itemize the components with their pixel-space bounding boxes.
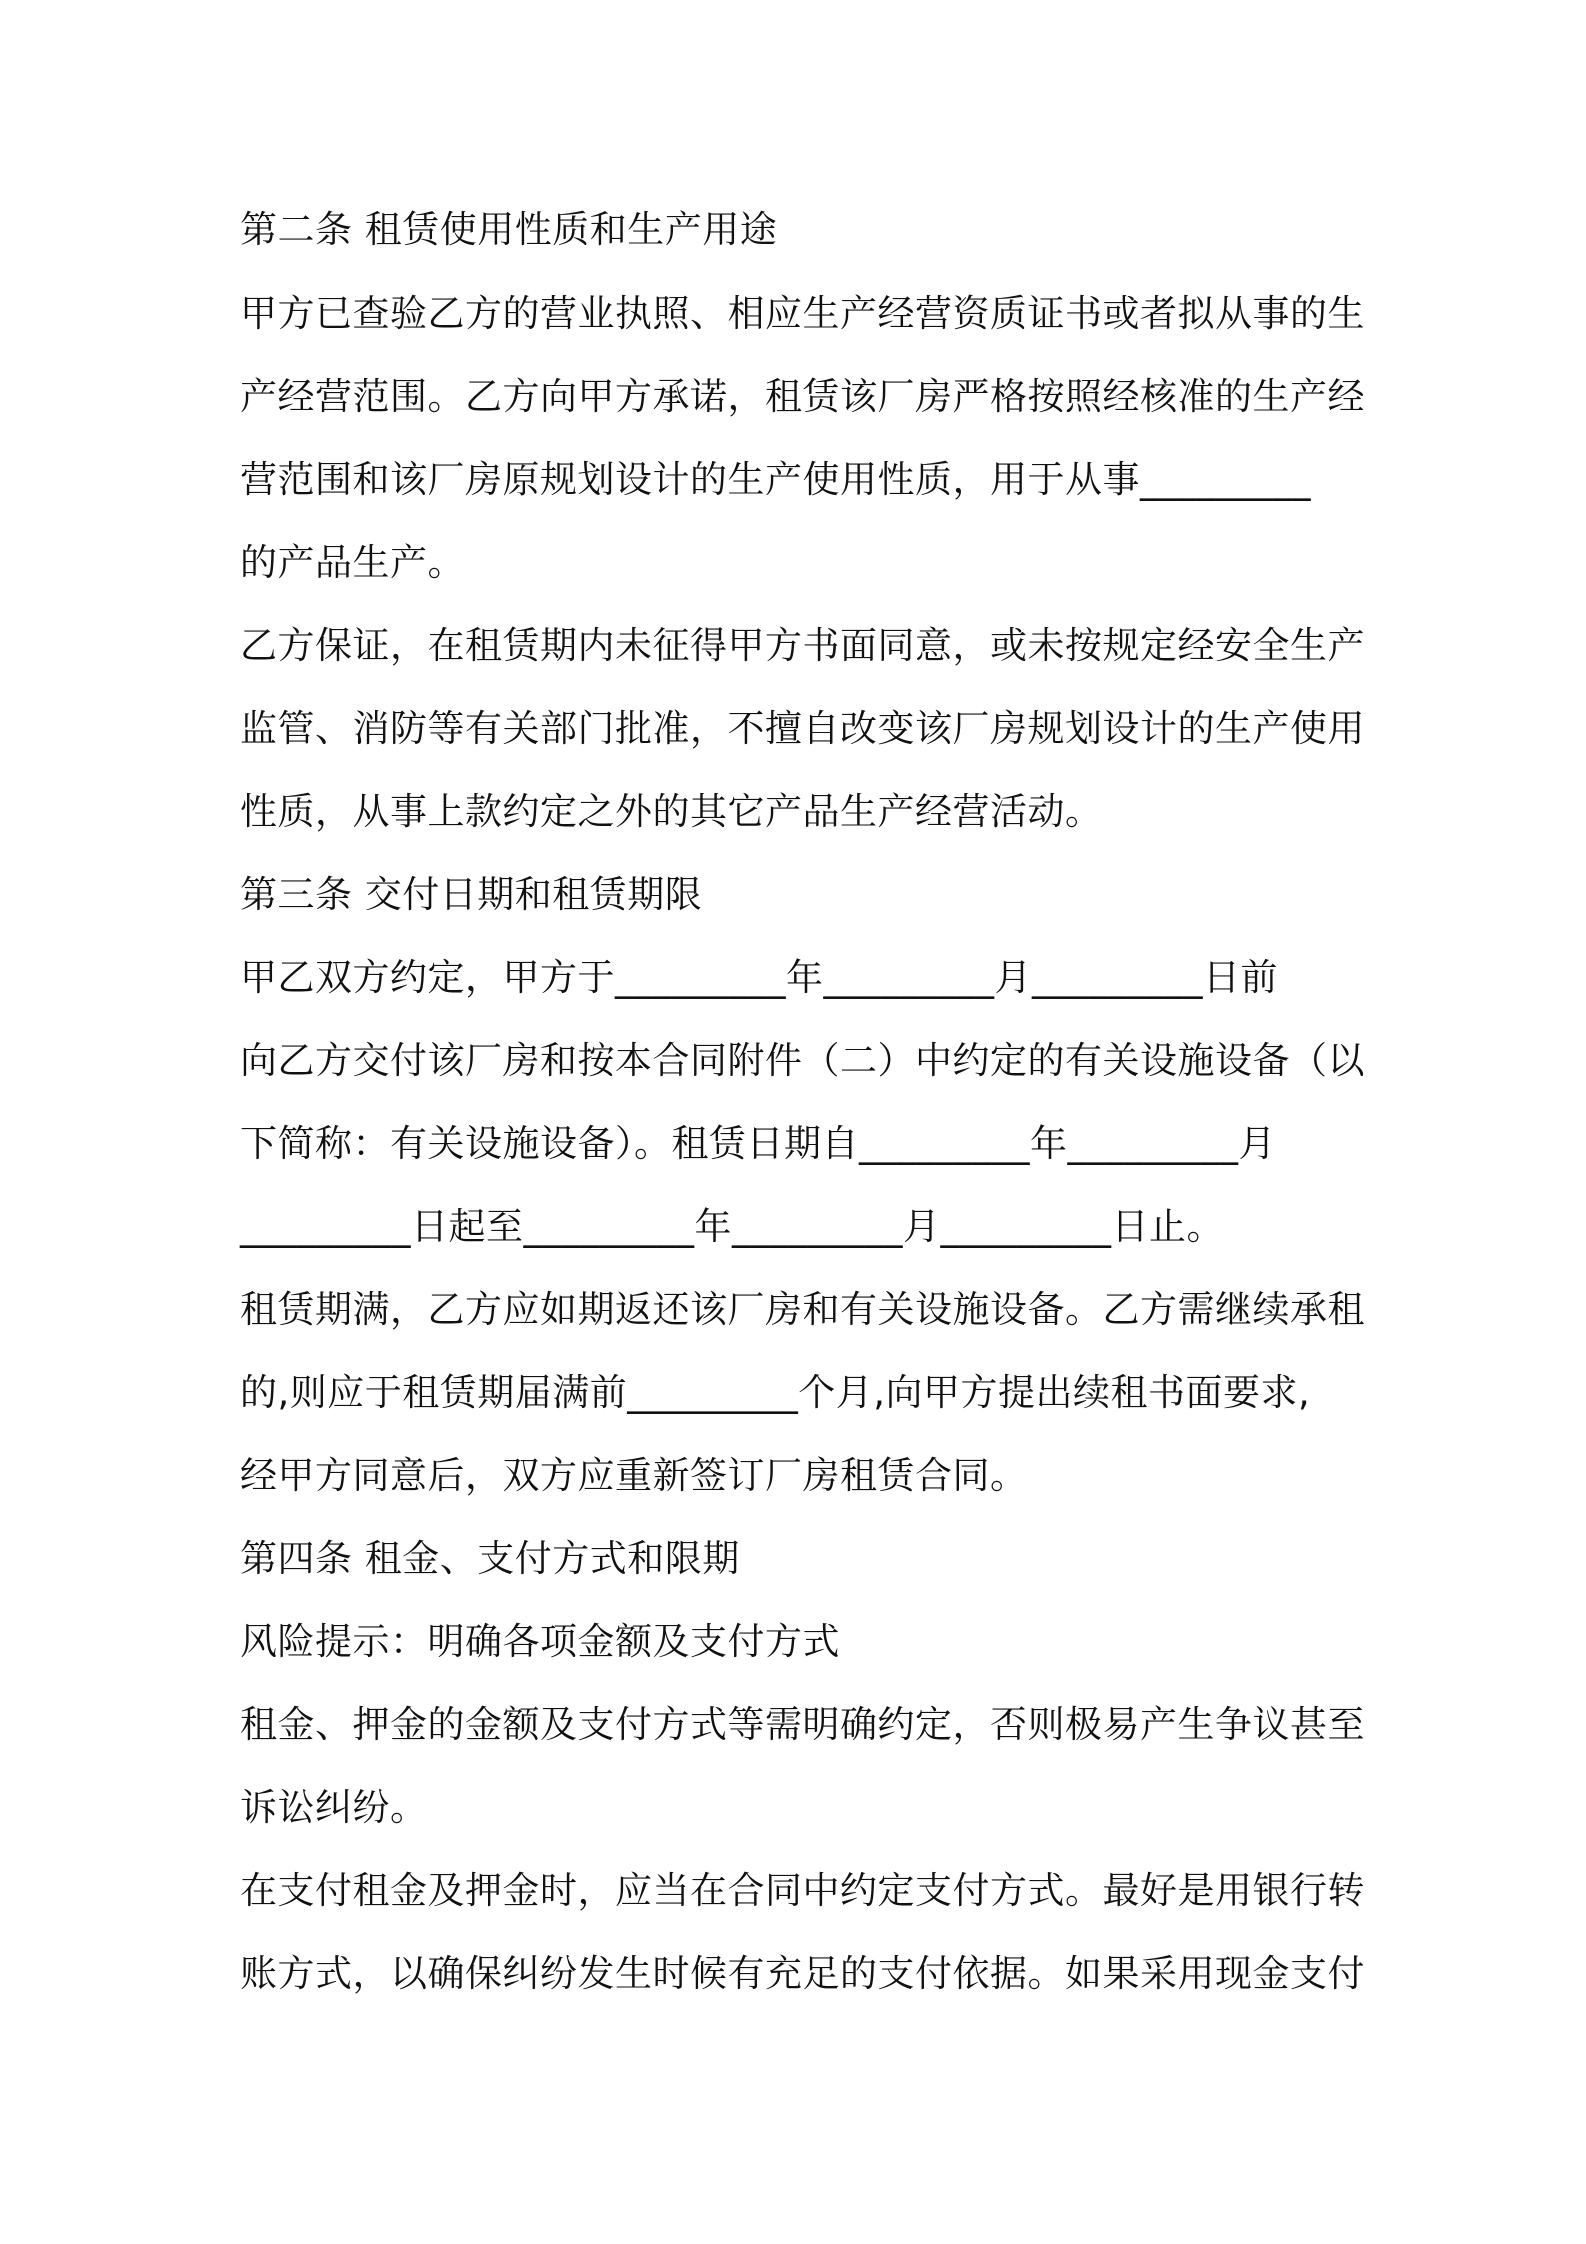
paragraph-line: 租赁期满，乙方应如期返还该厂房和有关设施设备。乙方需继续承租 [240,1288,1365,1331]
paragraph-line: 监管、消防等有关部门批准，不擅自改变该厂房规划设计的生产使用 [240,707,1365,750]
paragraph-line: 甲方已查验乙方的营业执照、相应生产经营资质证书或者拟从事的生 [240,292,1365,335]
risk-notice-line: 风险提示：明确各项金额及支付方式 [240,1620,840,1663]
paragraph-line: 营范围和该厂房原规划设计的生产使用性质，用于从事_________ [240,458,1311,501]
article-3-heading: 第三条 交付日期和租赁期限 [240,873,703,916]
paragraph-line: _________日起至_________年_________月_________日止。 [240,1205,1224,1248]
paragraph-line: 下简称：有关设施设备）。租赁日期自_________年_________月 [240,1122,1276,1165]
paragraph-line: 乙方保证，在租赁期内未征得甲方书面同意，或未按规定经安全生产 [240,624,1365,667]
paragraph-line: 产经营范围。乙方向甲方承诺，租赁该厂房严格按照经核准的生产经 [240,375,1365,418]
paragraph-line: 账方式，以确保纠纷发生时候有充足的支付依据。如果采用现金支付 [240,1952,1365,1995]
paragraph-line: 在支付租金及押金时，应当在合同中约定支付方式。最好是用银行转 [240,1869,1365,1912]
article-4-heading: 第四条 租金、支付方式和限期 [240,1537,740,1580]
paragraph-line: 租金、押金的金额及支付方式等需明确约定，否则极易产生争议甚至 [240,1703,1365,1746]
paragraph-line: 向乙方交付该厂房和按本合同附件（二）中约定的有关设施设备（以 [240,1039,1365,1082]
article-2-heading: 第二条 租赁使用性质和生产用途 [240,208,778,251]
paragraph-line: 经甲方同意后，双方应重新签订厂房租赁合同。 [240,1454,1028,1497]
paragraph-line: 诉讼纠纷。 [240,1786,428,1829]
paragraph-line: 的,则应于租赁期届满前_________个月,向甲方提出续租书面要求, [240,1371,1311,1414]
paragraph-line: 甲乙双方约定，甲方于_________年_________月_________日前 [240,956,1278,999]
paragraph-line: 的产品生产。 [240,541,465,584]
paragraph-line: 性质，从事上款约定之外的其它产品生产经营活动。 [240,790,1103,833]
